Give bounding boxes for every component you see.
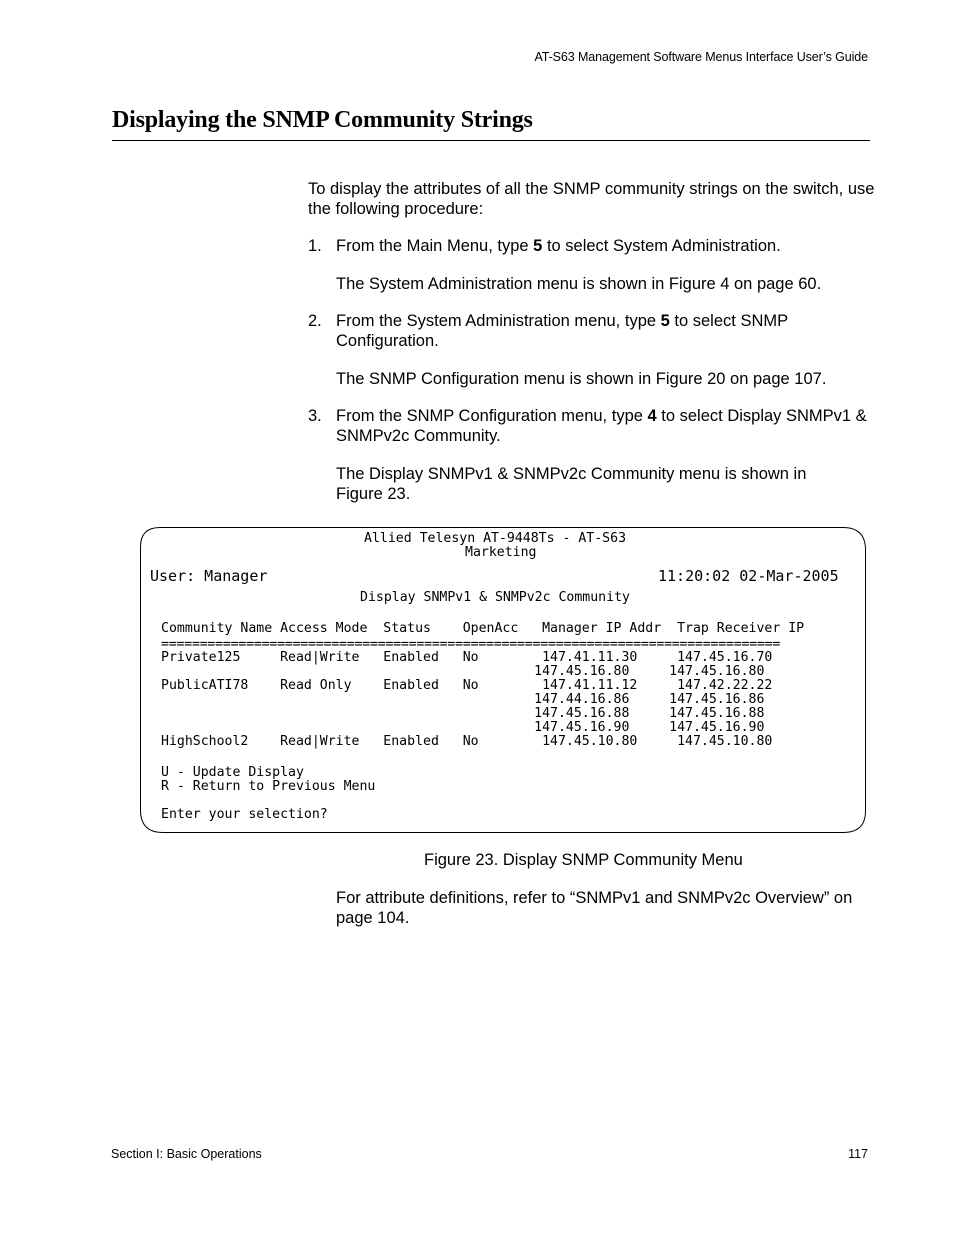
terminal-user: User: Manager xyxy=(150,567,268,585)
table-row: 147.45.16.90 147.45.16.90 xyxy=(161,720,765,735)
table-row: Private125 Read|Write Enabled No 147.41.11.30 147.45.16.70 xyxy=(161,650,773,665)
terminal-prompt: Enter your selection? xyxy=(161,807,328,822)
title-rule xyxy=(112,140,870,141)
intro-paragraph: To display the attributes of all the SNMP community strings on the switch, use the following procedure: xyxy=(308,180,875,218)
terminal-device-line: Allied Telesyn AT-9448Ts - AT-S63 xyxy=(364,531,627,546)
section-title: Displaying the SNMP Community Strings xyxy=(112,107,533,133)
table-row: 147.44.16.86 147.45.16.86 xyxy=(161,692,765,707)
reference-paragraph: For attribute definitions, refer to “SNMPv1 and SNMPv2c Overview” on page 104. xyxy=(336,889,853,927)
step-note: The System Administration menu is shown in Figure 4 on page 60. xyxy=(336,275,822,293)
menu-option-update: U - Update Display xyxy=(161,765,304,780)
page-number: 117 xyxy=(848,1147,868,1161)
key-label: 5 xyxy=(533,237,543,255)
footer-section: Section I: Basic Operations xyxy=(111,1147,262,1161)
running-header: AT-S63 Management Software Menus Interface User’s Guide xyxy=(534,50,868,64)
step-number: 2. xyxy=(308,312,322,330)
table-header: Community Name Access Mode Status OpenAcc Manager IP Addr Trap Receiver IP xyxy=(161,621,805,636)
step-number: 3. xyxy=(308,407,322,425)
figure-caption: Figure 23. Display SNMP Community Menu xyxy=(424,851,743,869)
step-number: 1. xyxy=(308,237,322,255)
table-row: 147.45.16.88 147.45.16.88 xyxy=(161,706,765,721)
terminal-menu-title: Display SNMPv1 & SNMPv2c Community xyxy=(360,590,630,605)
menu-option-return: R - Return to Previous Menu xyxy=(161,779,376,794)
step-instruction: From the SNMP Configuration menu, type 4 to select Display SNMPv1 & SNMPv2c Community. xyxy=(336,407,867,445)
table-row: HighSchool2 Read|Write Enabled No 147.45.10.80 147.45.10.80 xyxy=(161,734,773,749)
terminal-location-line: Marketing xyxy=(465,545,537,560)
step-note: The Display SNMPv1 & SNMPv2c Community menu is shown in Figure 23. xyxy=(336,465,807,503)
step-note: The SNMP Configuration menu is shown in Figure 20 on page 107. xyxy=(336,370,827,388)
terminal-datetime: 11:20:02 02-Mar-2005 xyxy=(658,567,839,585)
key-label: 5 xyxy=(660,312,670,330)
key-label: 4 xyxy=(647,407,657,425)
table-row: PublicATI78 Read Only Enabled No 147.41.11.12 147.42.22.22 xyxy=(161,678,773,693)
table-separator: ================================================================================ xyxy=(161,637,781,652)
step-instruction: From the System Administration menu, type 5 to select SNMP Configuration. xyxy=(336,312,788,350)
step-instruction: From the Main Menu, type 5 to select System Administration. xyxy=(336,237,781,255)
table-row: 147.45.16.80 147.45.16.80 xyxy=(161,664,765,679)
